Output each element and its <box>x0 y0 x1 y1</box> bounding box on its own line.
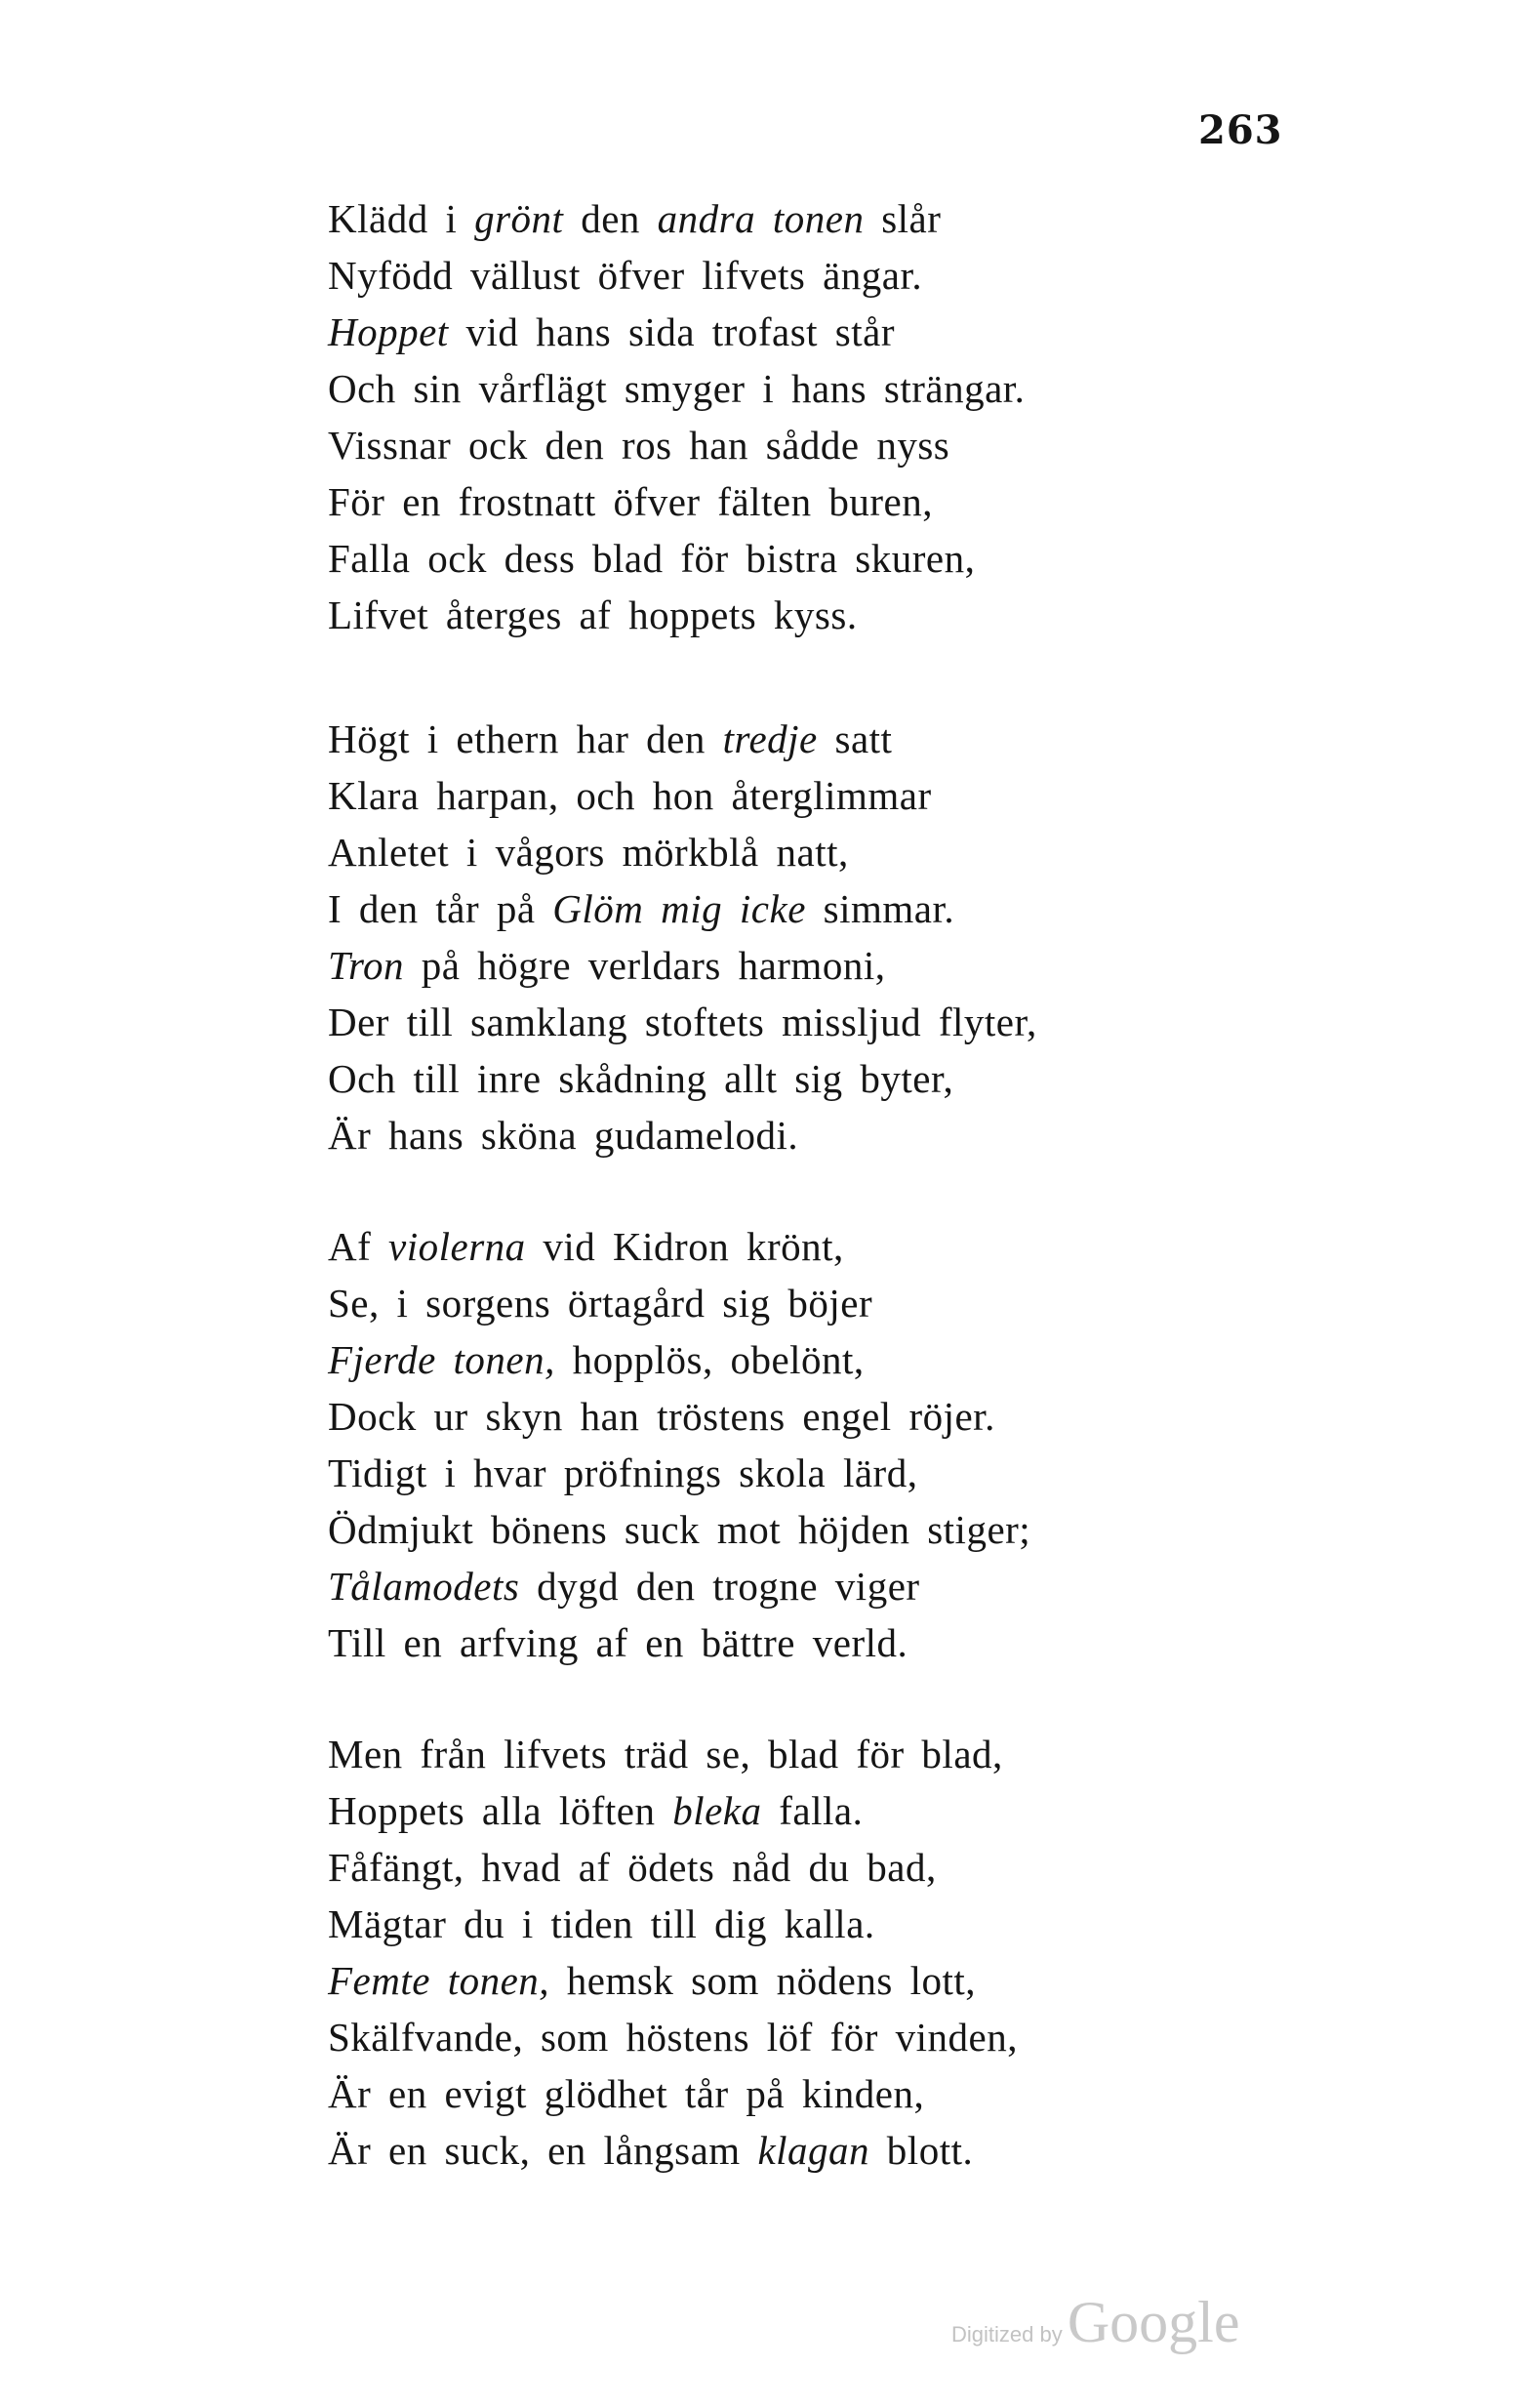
text-segment: vid hans sida trofast står <box>448 309 895 354</box>
poem-line <box>328 1726 1304 1782</box>
text-segment: Nyfödd vällust öfver lifvets ängar. <box>328 253 923 298</box>
text-segment: För en frostnatt öfver fälten buren, <box>328 479 933 524</box>
poem-line <box>328 1107 1304 1163</box>
poem-line <box>328 2122 1304 2179</box>
poem-line <box>328 1614 1304 1671</box>
text-segment: Hoppets alla löften <box>328 1788 673 1833</box>
italic-text: Femte tonen, <box>328 1958 550 2003</box>
text-segment: Lifvet återges af hoppets kyss. <box>328 592 858 637</box>
poem-line <box>328 360 1304 417</box>
italic-text: tredje <box>722 716 818 761</box>
text-segment: den <box>563 196 658 241</box>
text-segment: falla. <box>761 1788 864 1833</box>
poem-line <box>328 880 1304 937</box>
text-segment: slår <box>864 196 942 241</box>
text-segment: I den tår på <box>328 886 553 931</box>
italic-text: Hoppet <box>328 309 449 354</box>
poem-line <box>328 247 1304 304</box>
text-segment: Der till samklang stoftets missljud flyter, <box>328 1000 1037 1044</box>
italic-text: Glöm mig icke <box>552 886 806 931</box>
poem-line <box>328 711 1304 767</box>
text-segment: Men från lifvets träd se, blad för blad, <box>328 1732 1003 1776</box>
poem-line <box>328 1331 1304 1388</box>
poem-line <box>328 1050 1304 1107</box>
text-segment: Skälfvande, som höstens löf för vinden, <box>328 2015 1018 2060</box>
text-segment: Högt i ethern har den <box>328 716 723 761</box>
stanza-3 <box>328 1218 1304 1671</box>
poem-line <box>328 530 1304 587</box>
text-segment: Är hans sköna gudamelodi. <box>328 1113 799 1158</box>
poem-line <box>328 1218 1304 1275</box>
italic-text: Fjerde tonen, <box>328 1337 555 1382</box>
text-segment: på högre verldars harmoni, <box>403 943 886 988</box>
poem-line <box>328 1501 1304 1558</box>
italic-text: grönt <box>474 196 564 241</box>
italic-text: violerna <box>388 1224 526 1269</box>
poem-line <box>328 2065 1304 2122</box>
poem-line <box>328 767 1304 824</box>
poem-line <box>328 1952 1304 2009</box>
text-segment: Till en arfving af en bättre verld. <box>328 1620 908 1665</box>
poem-line <box>328 587 1304 643</box>
stanza-4 <box>328 1726 1304 2179</box>
poem-line <box>328 190 1304 247</box>
stanza-1 <box>328 190 1304 643</box>
poem-line <box>328 417 1304 473</box>
text-segment: Är en evigt glödhet tår på kinden, <box>328 2071 925 2116</box>
italic-text: bleka <box>672 1788 762 1833</box>
text-segment: Klara harpan, och hon återglimmar <box>328 773 932 818</box>
text-segment: Anletet i vågors mörkblå natt, <box>328 830 849 875</box>
text-segment: Mägtar du i tiden till dig kalla. <box>328 1901 875 1946</box>
poem-line <box>328 1896 1304 1952</box>
poem-line <box>328 824 1304 880</box>
text-segment: Klädd i <box>328 196 475 241</box>
text-segment: Tidigt i hvar pröfnings skola lärd, <box>328 1450 918 1495</box>
text-segment: hemsk som nödens lott, <box>549 1958 976 2003</box>
text-segment: Fåfängt, hvad af ödets nåd du bad, <box>328 1845 937 1890</box>
text-segment: satt <box>817 716 893 761</box>
digitized-by-google-watermark <box>951 2289 1239 2356</box>
text-segment: Vissnar ock den ros han sådde nyss <box>328 423 950 468</box>
poem-line <box>328 1388 1304 1445</box>
poem-line <box>328 1782 1304 1839</box>
poem-line <box>328 473 1304 530</box>
poem-line <box>328 937 1304 994</box>
poem-line <box>328 1275 1304 1331</box>
italic-text: Tron <box>328 943 404 988</box>
text-segment: Falla ock dess blad för bistra skuren, <box>328 536 976 581</box>
poem-line <box>328 304 1304 360</box>
italic-text: Tålamodets <box>328 1564 520 1609</box>
page-number: 263 <box>1198 107 1283 153</box>
poem-line <box>328 1558 1304 1614</box>
text-segment: Och till inre skådning allt sig byter, <box>328 1056 954 1101</box>
text-segment: Och sin vårflägt smyger i hans strängar. <box>328 366 1026 411</box>
poem-line <box>328 1839 1304 1896</box>
text-segment: Är en suck, en långsam <box>328 2128 758 2173</box>
text-segment: Dock ur skyn han tröstens engel röjer. <box>328 1394 995 1439</box>
stanza-2 <box>328 711 1304 1163</box>
poem-line <box>328 1445 1304 1501</box>
italic-text: andra tonen <box>657 196 865 241</box>
text-segment: blott. <box>869 2128 974 2173</box>
text-segment: dygd den trogne viger <box>519 1564 920 1609</box>
watermark-prefix: Digitized by <box>951 2322 1063 2347</box>
text-segment: vid Kidron krönt, <box>525 1224 844 1269</box>
text-segment: simmar. <box>805 886 955 931</box>
poem-line <box>328 2009 1304 2065</box>
text-segment: hopplös, obelönt, <box>554 1337 865 1382</box>
text-segment: Se, i sorgens örtagård sig böjer <box>328 1281 873 1326</box>
text-segment: Ödmjukt bönens suck mot höjden stiger; <box>328 1507 1031 1552</box>
google-logo: Google <box>1067 2290 1240 2354</box>
italic-text: klagan <box>757 2128 870 2173</box>
poem-line <box>328 994 1304 1050</box>
text-segment: Af <box>328 1224 389 1269</box>
